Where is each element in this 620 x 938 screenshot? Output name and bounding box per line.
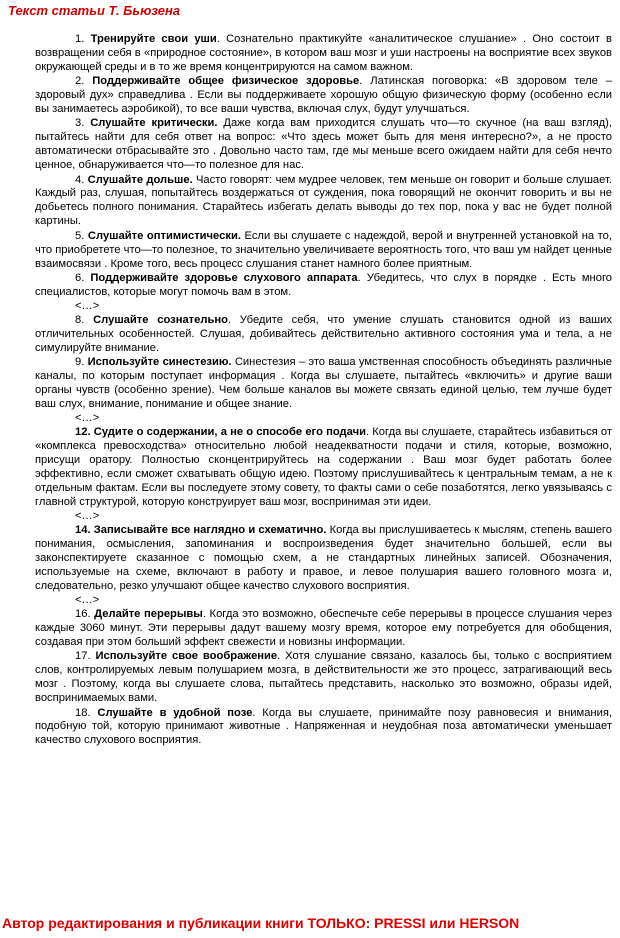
paragraph-title: Поддерживайте здоровье слухового аппарата: [90, 271, 358, 284]
paragraph-title: Слушайте в удобной позе: [97, 706, 253, 719]
paragraph-17: 17. Используйте свое воображение. Хотя слушание связано, казалось бы, только с восприятием слов, контролируемых левым полушарием мозга, в действительности же это процесс, затрагивающий весь мозг . Поэтому, когда вы слушаете слова, пытайтесь представить, насколько это возможно, образы идей, воспринимаемых вами.: [35, 650, 612, 705]
paragraph-title: 12.: [75, 426, 91, 439]
paragraph-3: 3. Слушайте критически. Даже когда вам приходится слушать что—то скучное (на ваш взгляд), пытайтесь найти для себя ответ на вопрос: «Что здесь может быть для меня интересно?», а не просто автоматически отбрасывайте это . Довольно часто там, где мы меньше всего ожидаем найти для себя нечто ценное, обнаруживается что—то полезное для нас.: [35, 117, 612, 172]
paragraph-title: Судите о содержании, а не о способе его подачи: [93, 426, 366, 439]
paragraph-4: 4. Слушайте дольше. Часто говорят: чем мудрее человек, тем меньше он говорит и больше слушает. Каждый раз, слушая, попытайтесь воздержаться от суждения, пока говорящий не окончит говорить и вы не добьетесь полного понимания. Старайтесь избегать делать выводы до тех пор, пока у вас не будет полной картины.: [35, 173, 612, 228]
paragraph-6: 6. Поддерживайте здоровье слухового аппарата. Убедитесь, что слух в порядке . Есть много специалистов, которые могут помочь вам в этом.: [35, 271, 612, 298]
omission-marker: <…>: [75, 412, 100, 425]
paragraph-5: 5. Слушайте оптимистически. Если вы слушаете с надеждой, верой и внутренней установкой на то, что приобретете что—то полезное, то значительно увеличиваете вероятность того, что ваш ум найдет ценные взаимосвязи . Кроме того, весь процесс слушания станет намного более приятным.: [35, 229, 613, 270]
paragraph-title: Записывайте все наглядно и схематично.: [93, 524, 327, 537]
omission-marker: <…>: [75, 300, 100, 313]
paragraph-title: Тренируйте свои уши: [90, 33, 217, 45]
paragraph-18: 18. Слушайте в удобной позе. Когда вы слушаете, принимайте позу равновесия и внимания, подобную той, которую принимают животные . Напряженная и неудобная поза автоматически уменьшает качество слухового восприятия.: [35, 706, 613, 747]
paragraph-title: Используйте синестезию.: [87, 356, 232, 369]
paragraph-title: Слушайте дольше.: [87, 173, 193, 186]
article-body: [35, 33, 612, 749]
paragraph-title: Слушайте сознательно: [93, 314, 228, 327]
paragraph-2: 2. Поддерживайте общее физическое здоровье. Латинская поговорка: «В здоровом теле – здоровый дух» справедлива . Если вы поддерживаете хорошую общую физическую форму (особенно если вы занимаетесь аэробикой), то все ваши чувства, включая слух, будут улучшаться.: [35, 75, 613, 116]
paragraph-12: 12. Судите о содержании, а не о способе его подачи. Когда вы слушаете, старайтесь избавиться от «комплекса превосходства» относительно любой неадекватности подачи и стиля, которые, возможно, присущи оратору. Полностью сконцентрируйтесь на содержании . Ваш мозг будет работать более эффективно, если сможет схватывать общую идею. Поэтому прислушивайтесь к центральным темам, а не к отдельным фактам. Если вы последуете этому совету, то факты сами о себе позаботятся, легко увязываясь с главной структурой, которую конструирует ваш мозг, воспринимая эти идеи.: [35, 426, 613, 508]
paragraph-title: Делайте перерывы: [94, 608, 203, 621]
paragraph-title: 14.: [75, 524, 91, 537]
omission-marker: <…>: [75, 510, 100, 523]
paragraph-title: Используйте свое воображение: [95, 650, 278, 663]
paragraph-title: Слушайте критически.: [90, 117, 218, 130]
article-header: Текст статьи Т. Бьюзена: [8, 3, 181, 18]
paragraph-title: Слушайте оптимистически.: [87, 229, 241, 242]
paragraph-16: 16. Делайте перерывы. Когда это возможно, обеспечьте себе перерывы в процессе слушания через каждые 3060 минут. Эти перерывы дадут вашему мозгу время, которое ему потребуется для обобщения, создавая при этом больший эффект свежести и новизны информации.: [35, 608, 613, 648]
paragraph-14: 14. Записывайте все наглядно и схематично. Когда вы прислушиваетесь к мыслям, степень вашего понимания, осмысления, запоминания и воспроизведения будет значительно большей, если вы законспектируете сказанное с помощью схем, а не стандартных линейных записей. Обозначения, используемые на схеме, включают в работу и правое, и левое полушария вашего головного мозга и, следовательно, резко улучшают общее качество слухового восприятия.: [35, 524, 612, 592]
omission-marker: <…>: [75, 594, 100, 607]
paragraph-8: 8. Слушайте сознательно. Убедите себя, что умение слушать становится одной из ваших отличительных особенностей. Слушая, добивайтесь действительно активного состояния ума и тела, а не симулируйте внимание.: [35, 314, 613, 354]
paragraph-title: Поддерживайте общее физическое здоровье: [92, 75, 360, 88]
paragraph-1: 1. Тренируйте свои уши. Сознательно практикуйте «аналитическое слушание» . Оно состоит в возвращении себя в «природное состояние», в котором ваш мозг и уши настроены на восприятие всех звуков окружающей среды и в то же время концентрируются на самом важном.: [35, 33, 613, 73]
paragraph-9: 9. Используйте синестезию. Синестезия – это ваша умственная способность объединять различные каналы, по которым поступает информация . Когда вы слушаете, пытайтесь «включить» и другие ваши органы чувств (особенно зрение). Чем больше каналов вы можете связать единой целью, тем лучше будет ваш слух, внимание, понимание и общее знание.: [35, 356, 612, 411]
publisher-footer: Автор редактирования и публикации книги ТОЛЬКО: PRESSI или HERSON: [2, 915, 520, 931]
